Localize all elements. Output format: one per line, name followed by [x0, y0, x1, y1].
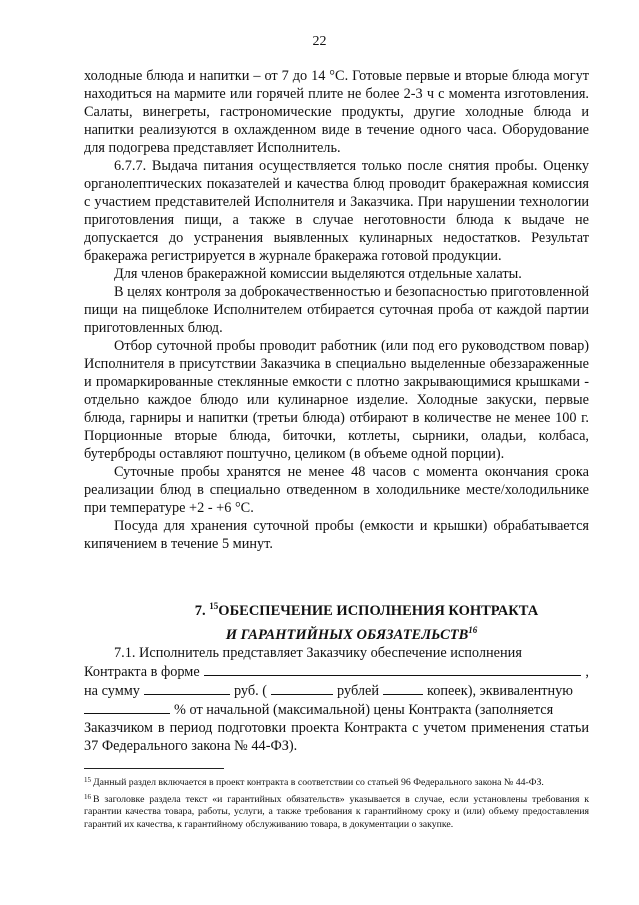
rubles-blank[interactable] — [271, 681, 333, 695]
footnote-text: В заголовке раздела текст «и гарантийных обязательств» указывается в случае, если установлены требования к гарантии качества товара, работы, услуги, а также требования к гарантийному сроку и (или) объему предоставления гарантий их качества, к гарантийному обслуживанию товара, в документации о закупке. — [84, 793, 589, 830]
footnote-15 — [84, 774, 589, 790]
footnote-number: 15 — [84, 776, 91, 784]
sum-blank[interactable] — [144, 681, 230, 695]
kopeks-blank[interactable] — [383, 681, 423, 695]
form-end: , — [585, 664, 589, 680]
section-heading — [84, 597, 589, 645]
form-blank[interactable] — [204, 662, 582, 676]
form-row — [84, 662, 589, 681]
paragraph: Посуда для хранения суточной пробы (емкости и крышки) обрабатывается кипячением в течение 5 минут. — [84, 518, 589, 552]
percent-text: % от начальной (максимальной) цены Контракта (заполняется — [174, 702, 554, 718]
paragraph: Для членов бракеражной комиссии выделяются отдельные халаты. — [114, 266, 522, 282]
rub-label: руб. ( — [233, 683, 268, 699]
footnote-number: 16 — [84, 792, 91, 801]
footnote-16 — [84, 791, 589, 832]
section-heading-line2 — [84, 621, 589, 645]
paragraph: холодные блюда и напитки – от 7 до 14 °С. Готовые первые и вторые блюда могут находиться на мармите или горячей плите не более 2-3 ч с момента изготовления. Салаты, винегреты, гастрономические продукты, другие холодные блюда и напитки реализуются в охлажденном виде в течение одного часа. Оборудование для подогрева представляет Исполнитель. — [84, 68, 589, 156]
paragraph: 6.7.7. Выдача питания осуществляется только после снятия пробы. Оценку органолептических показателей и качества блюд проводит бракеражная комиссия с участием представителей Исполнителя и Заказчика. При нарушении технологии приготовления пищи, а также в случае неготовности блюда к выдаче не допускается до устранения выявленных кулинарных недостатков. Результат бракеража регистрируется в журнале бракеража готовой продукции. — [84, 158, 589, 264]
footnote-text: Данный раздел включается в проект контракта в соответствии со статьей 96 Федерального закона № 44-ФЗ. — [93, 777, 544, 788]
body-text-top — [84, 67, 589, 553]
form-label: Контракта в форме — [84, 664, 200, 680]
clause-7-1 — [84, 644, 589, 755]
footnote-divider — [84, 768, 224, 769]
clause-rest: Заказчиком в период подготовки проекта Контракта с учетом применения статьи 37 Федерального закона № 44-ФЗ). — [84, 720, 589, 754]
percent-row — [84, 700, 589, 719]
paragraph: Отбор суточной пробы проводит работник (или под его руководством повар) Исполнителя в присутствии Заказчика в специально выделенные обеззараженные и промаркированные стеклянные емкости с плотно закрывающимися крышками - отдельно каждое блюдо или кулинарное изделие. Холодные закуски, первые блюда, гарниры и напитки (третьи блюда) отбирают в количестве не менее 100 г. Порционные вторые блюда, биточки, котлеты, сырники, оладьи, колбаса, бутерброды оставляют поштучно, целиком (в объеме одной порции). — [84, 338, 589, 462]
sum-label: на сумму — [84, 683, 140, 699]
footnotes — [84, 774, 589, 832]
percent-blank[interactable] — [84, 700, 170, 714]
paragraph: Суточные пробы хранятся не менее 48 часов с момента окончания срока реализации блюд в специально отведенном в холодильнике месте/холодильнике при температуре +2 - +6 °С. — [84, 464, 589, 516]
sum-row — [84, 681, 589, 700]
section-title-line2: И ГАРАНТИЙНЫХ ОБЯЗАТЕЛЬСТВ — [225, 627, 469, 643]
rubles-label: рублей — [337, 683, 380, 699]
page-number: 22 — [312, 34, 327, 49]
kopeks-label: копеек), эквивалентную — [427, 683, 573, 699]
paragraph: В целях контроля за доброкачественностью и безопасностью приготовленной пищи на пищеблоке Исполнителем отбирается суточная проба от каждой партии приготовленных блюд. — [84, 284, 589, 336]
clause-line: 7.1. Исполнитель представляет Заказчику обеспечение исполнения — [114, 645, 522, 661]
footnote-ref-16[interactable]: 16 — [468, 625, 478, 635]
section-number: 7. — [194, 603, 206, 619]
footnote-ref-15[interactable]: 15 — [209, 601, 219, 611]
section-heading-line1 — [84, 597, 589, 621]
section-title-line1: ОБЕСПЕЧЕНИЕ ИСПОЛНЕНИЯ КОНТРАКТА — [218, 603, 539, 619]
